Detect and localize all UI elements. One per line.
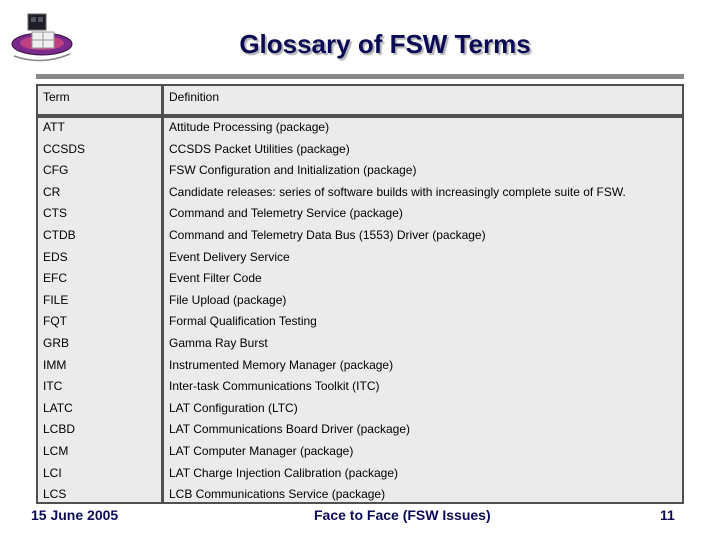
table-row-term: CFG: [43, 163, 69, 178]
title-divider: [36, 74, 684, 79]
footer-event: Face to Face (FSW Issues): [314, 507, 491, 523]
table-row-term: IMM: [43, 357, 67, 372]
table-row-term: LCBD: [43, 422, 76, 437]
table-row-definition: Command and Telemetry Data Bus (1553) Driver (package): [169, 228, 486, 242]
slide-title: Glossary of FSW Terms: [239, 29, 531, 59]
table-row-term: CTS: [43, 206, 67, 221]
table-row-definition: Gamma Ray Burst: [169, 336, 268, 350]
table-row-term: FILE: [43, 292, 69, 307]
column-divider: [161, 86, 164, 502]
table-row-term: ITC: [43, 379, 63, 394]
table-row-definition: File Upload (package): [169, 292, 287, 307]
table-row-definition: Inter-task Communications Toolkit (ITC): [169, 379, 380, 394]
table-row-definition: Formal Qualification Testing: [169, 314, 317, 329]
table-row-term: FQT: [43, 314, 67, 329]
table-row-definition: CCSDS Packet Utilities (package): [169, 141, 350, 156]
table-row-definition: LAT Charge Injection Calibration (package): [169, 465, 399, 480]
table-row-definition: LAT Configuration (LTC): [169, 400, 298, 415]
footer-date: 15 June 2005: [31, 507, 119, 523]
footer-page-number: 11: [660, 507, 675, 523]
table-row-term: LCM: [43, 444, 69, 458]
table-row-definition: LAT Computer Manager (package): [169, 444, 354, 458]
table-row-definition: FSW Configuration and Initialization (package): [169, 163, 417, 178]
table-row-term: ATT: [43, 120, 65, 134]
table-header: [38, 86, 682, 118]
header-definition: Definition: [169, 90, 220, 104]
glast-logo-icon: [8, 10, 76, 64]
table-row-definition: Candidate releases: series of software builds with increasingly complete suite of FSW.: [169, 184, 626, 199]
table-row-definition: Event Delivery Service: [169, 249, 290, 264]
table-row-definition: Event Filter Code: [169, 271, 262, 286]
table-row-definition: LAT Communications Board Driver (package): [169, 422, 410, 437]
table-row-term: LCS: [43, 487, 67, 502]
table-row-term: LATC: [43, 400, 73, 415]
table-row-term: GRB: [43, 336, 70, 350]
header-term: Term: [43, 90, 70, 104]
table-row-definition: Command and Telemetry Service (package): [169, 206, 403, 221]
table-row-term: CTDB: [43, 228, 76, 242]
table-row-definition: Instrumented Memory Manager (package): [169, 357, 394, 372]
glossary-table: [36, 84, 684, 504]
table-row-definition: LCB Communications Service (package): [169, 487, 386, 502]
table-row-term: CCSDS: [43, 141, 86, 156]
table-row-definition: Attitude Processing (package): [169, 120, 330, 134]
table-row-term: EFC: [43, 271, 67, 286]
table-row-term: EDS: [43, 249, 68, 264]
table-row-term: LCI: [43, 465, 62, 480]
table-row-term: CR: [43, 184, 61, 199]
